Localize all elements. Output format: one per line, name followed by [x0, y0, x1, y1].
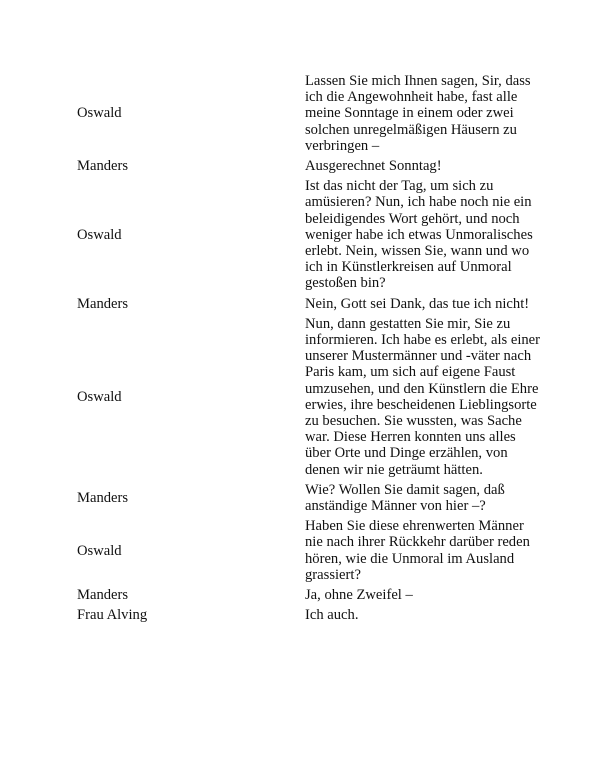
speaker-name: Frau Alving [77, 607, 148, 624]
dialogue-row [72, 71, 543, 156]
dialogue-line [305, 605, 543, 625]
dialogue-text: Nun, dann gestatten Sie mir, Sie zu informieren. Ich habe es erlebt, als einer unserer Mustermänner und -väter nach Paris kam, um sich auf eigene Faust umzusehen, und den Künstlern die Ehre erwies, ihre bescheidenen Lieblingsorte zu besuchen. Sie wussten, was Sache war. Diese Herren konnten uns alles über Orte und Dinge erzählen, von denen wir nie geträumt hätten. [305, 315, 541, 478]
dialogue-text: Ja, ohne Zweifel – [305, 587, 413, 604]
dialogue-text: Ich auch. [305, 607, 359, 624]
dialogue-line [305, 480, 543, 516]
dialogue-line [305, 314, 543, 480]
dialogue-table [72, 71, 543, 626]
speaker-name: Oswald [77, 105, 122, 122]
speaker-name: Oswald [77, 388, 122, 405]
speaker-name: Oswald [77, 226, 122, 243]
dialogue-row [72, 605, 543, 625]
dialogue-line [305, 156, 543, 176]
dialogue-row [72, 156, 543, 176]
dialogue-text: Lassen Sie mich Ihnen sagen, Sir, dass ich die Angewohnheit habe, fast alle meine Sonntage in einem oder zwei solchen unregelmäßigen Häusern zu verbringen – [305, 73, 531, 154]
dialogue-line [305, 516, 543, 585]
speaker-name: Manders [77, 587, 129, 604]
speaker-name: Manders [77, 489, 129, 506]
dialogue-text: Wie? Wollen Sie damit sagen, daß anständige Männer von hier –? [305, 481, 505, 515]
dialogue-text: Nein, Gott sei Dank, das tue ich nicht! [305, 295, 530, 312]
speaker-name: Manders [77, 295, 129, 312]
dialogue-row [72, 314, 543, 480]
dialogue-line [305, 176, 543, 293]
speaker-name: Oswald [77, 542, 122, 559]
speaker-name: Manders [77, 158, 129, 175]
dialogue-row [72, 585, 543, 605]
dialogue-row [72, 516, 543, 585]
dialogue-line [305, 294, 543, 314]
dialogue-row [72, 480, 543, 516]
dialogue-text: Ist das nicht der Tag, um sich zu amüsieren? Nun, ich habe noch nie ein beleidigendes Wort gehört, und noch weniger habe ich etwas Unmoralisches erlebt. Nein, wissen Sie, wann und wo ich in Künstlerkreisen auf Unmoral gestoßen bin? [305, 178, 533, 292]
dialogue-text: Haben Sie diese ehrenwerten Männer nie nach ihrer Rückkehr darüber reden hören, wie die Unmoral im Ausland grassiert? [305, 518, 530, 583]
dialogue-text: Ausgerechnet Sonntag! [305, 158, 442, 175]
dialogue-row [72, 176, 543, 293]
dialogue-line [305, 585, 543, 605]
dialogue-line [305, 71, 543, 156]
dialogue-row [72, 294, 543, 314]
